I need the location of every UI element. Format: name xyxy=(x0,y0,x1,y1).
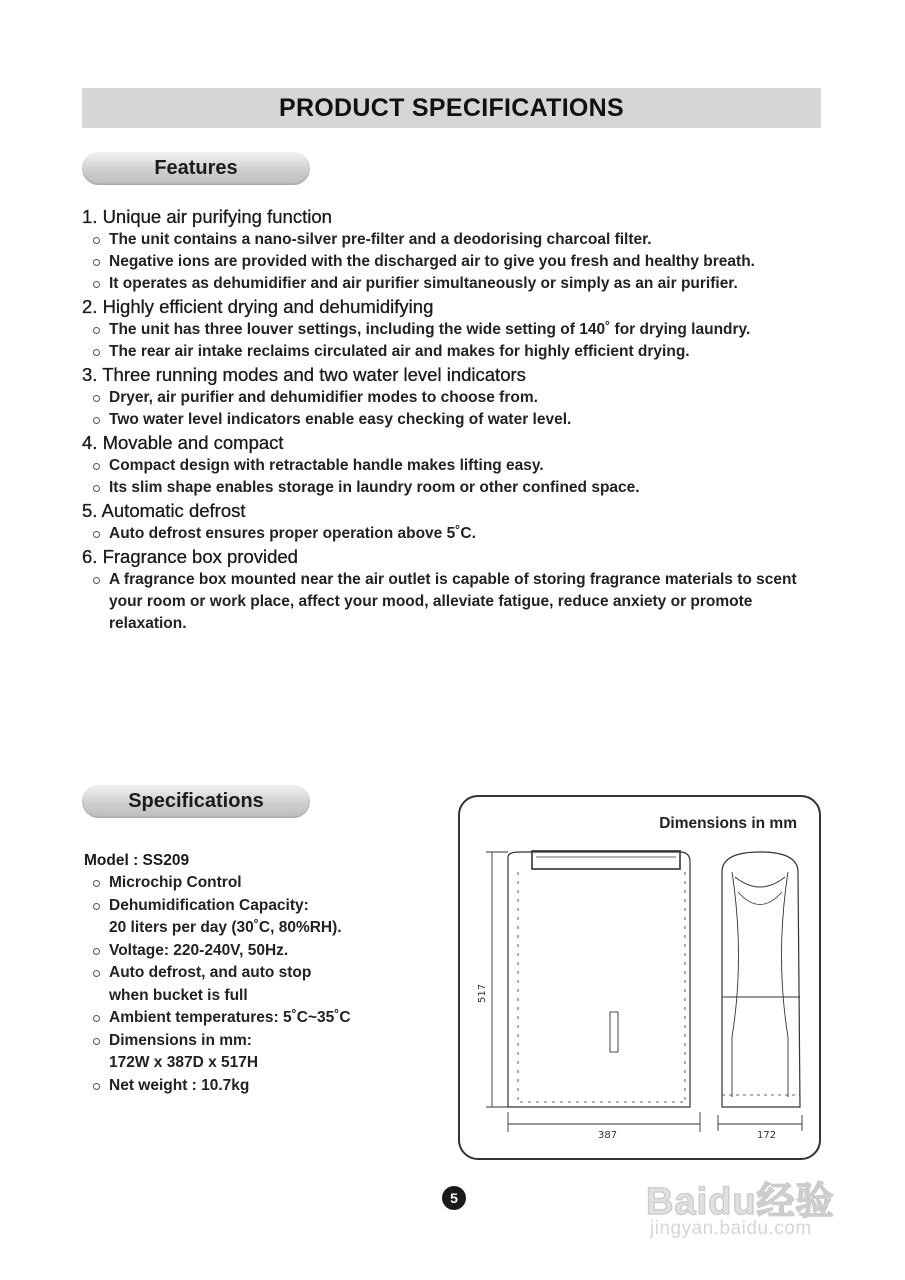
spec-line: Voltage: 220-240V, 50Hz. xyxy=(109,941,289,959)
dimensions-label: Dimensions in mm xyxy=(659,815,797,832)
spec-item xyxy=(84,1007,424,1030)
spec-line: Dimensions in mm: xyxy=(109,1031,252,1049)
page-title: PRODUCT SPECIFICATIONS xyxy=(278,93,625,122)
feature-title: 1. Unique air purifying function xyxy=(82,206,332,227)
page-number: 5 xyxy=(442,1186,466,1210)
spec-line: Auto defrost, and auto stop xyxy=(109,964,312,981)
feature-item: Compact design with retractable handle makes lifting easy. xyxy=(82,455,827,477)
spec-item xyxy=(84,872,424,895)
feature-section xyxy=(82,431,827,499)
feature-title: 5. Automatic defrost xyxy=(82,500,246,521)
feature-title: 4. Movable and compact xyxy=(82,432,284,453)
depth-dimension: 387 xyxy=(598,1130,618,1141)
baidu-watermark xyxy=(640,1148,870,1248)
dimensions-drawing xyxy=(460,797,819,1158)
spec-item xyxy=(84,962,424,1007)
specifications-heading: Specifications xyxy=(82,785,310,818)
features-list xyxy=(82,205,827,635)
feature-item: The unit contains a nano-silver pre-filter and a deodorising charcoal filter. xyxy=(82,229,827,251)
specifications-list xyxy=(84,850,424,1097)
height-dimension: 517 xyxy=(477,983,488,1003)
feature-section xyxy=(82,205,827,295)
spec-line: Dehumidification Capacity: xyxy=(109,896,309,914)
feature-title: 6. Fragrance box provided xyxy=(82,546,298,567)
feature-item: It operates as dehumidifier and air purifier simultaneously or simply as an air purifier. xyxy=(82,273,827,295)
spec-item xyxy=(84,1075,424,1098)
feature-section xyxy=(82,499,827,545)
width-dimension: 172 xyxy=(757,1130,777,1141)
side-view-outline xyxy=(508,852,690,1107)
model-label: Model : SS209 xyxy=(84,852,190,869)
spec-item xyxy=(84,1030,424,1075)
feature-title: 2. Highly efficient drying and dehumidifying xyxy=(82,296,434,317)
feature-item: Dryer, air purifier and dehumidifier modes to choose from. xyxy=(82,387,827,409)
watermark-brand: Baidu经验 xyxy=(646,1181,835,1223)
feature-item: Its slim shape enables storage in laundry room or other confined space. xyxy=(82,477,827,499)
side-view-panel xyxy=(610,1012,618,1052)
spec-line-continued: when bucket is full xyxy=(109,986,248,1004)
feature-section xyxy=(82,295,827,363)
spec-line: Microchip Control xyxy=(109,874,242,891)
front-view-curve-right xyxy=(782,872,789,1097)
spec-item xyxy=(84,940,424,963)
feature-section xyxy=(82,545,827,635)
feature-item: Two water level indicators enable easy checking of water level. xyxy=(82,409,827,431)
spec-item xyxy=(84,895,424,940)
dimensions-diagram xyxy=(458,795,821,1160)
page-title-bar xyxy=(82,88,821,128)
front-view-curve-left xyxy=(732,872,739,1097)
watermark-url: jingyan.baidu.com xyxy=(650,1218,812,1239)
features-heading: Features xyxy=(82,152,310,185)
spec-line-continued: 20 liters per day (30˚C, 80%RH). xyxy=(109,919,342,936)
feature-item: Negative ions are provided with the discharged air to give you fresh and healthy breath. xyxy=(82,251,827,273)
feature-item: Auto defrost ensures proper operation above 5˚C. xyxy=(82,523,827,545)
spec-line-continued: 172W x 387D x 517H xyxy=(109,1054,259,1071)
spec-line: Net weight : 10.7kg xyxy=(109,1076,250,1094)
feature-item: The rear air intake reclaims circulated air and makes for highly efficient drying. xyxy=(82,341,827,363)
feature-section xyxy=(82,363,827,431)
feature-title: 3. Three running modes and two water level indicators xyxy=(82,364,526,385)
feature-item: A fragrance box mounted near the air outlet is capable of storing fragrance materials to scent your room or work place, affect your mood, alleviate fatigue, reduce anxiety or promote relaxation. xyxy=(82,569,827,635)
spec-line: Ambient temperatures: 5˚C~35˚C xyxy=(109,1009,351,1026)
feature-item: The unit has three louver settings, including the wide setting of 140˚ for drying laundry. xyxy=(82,319,827,341)
side-view-handle xyxy=(532,851,680,869)
